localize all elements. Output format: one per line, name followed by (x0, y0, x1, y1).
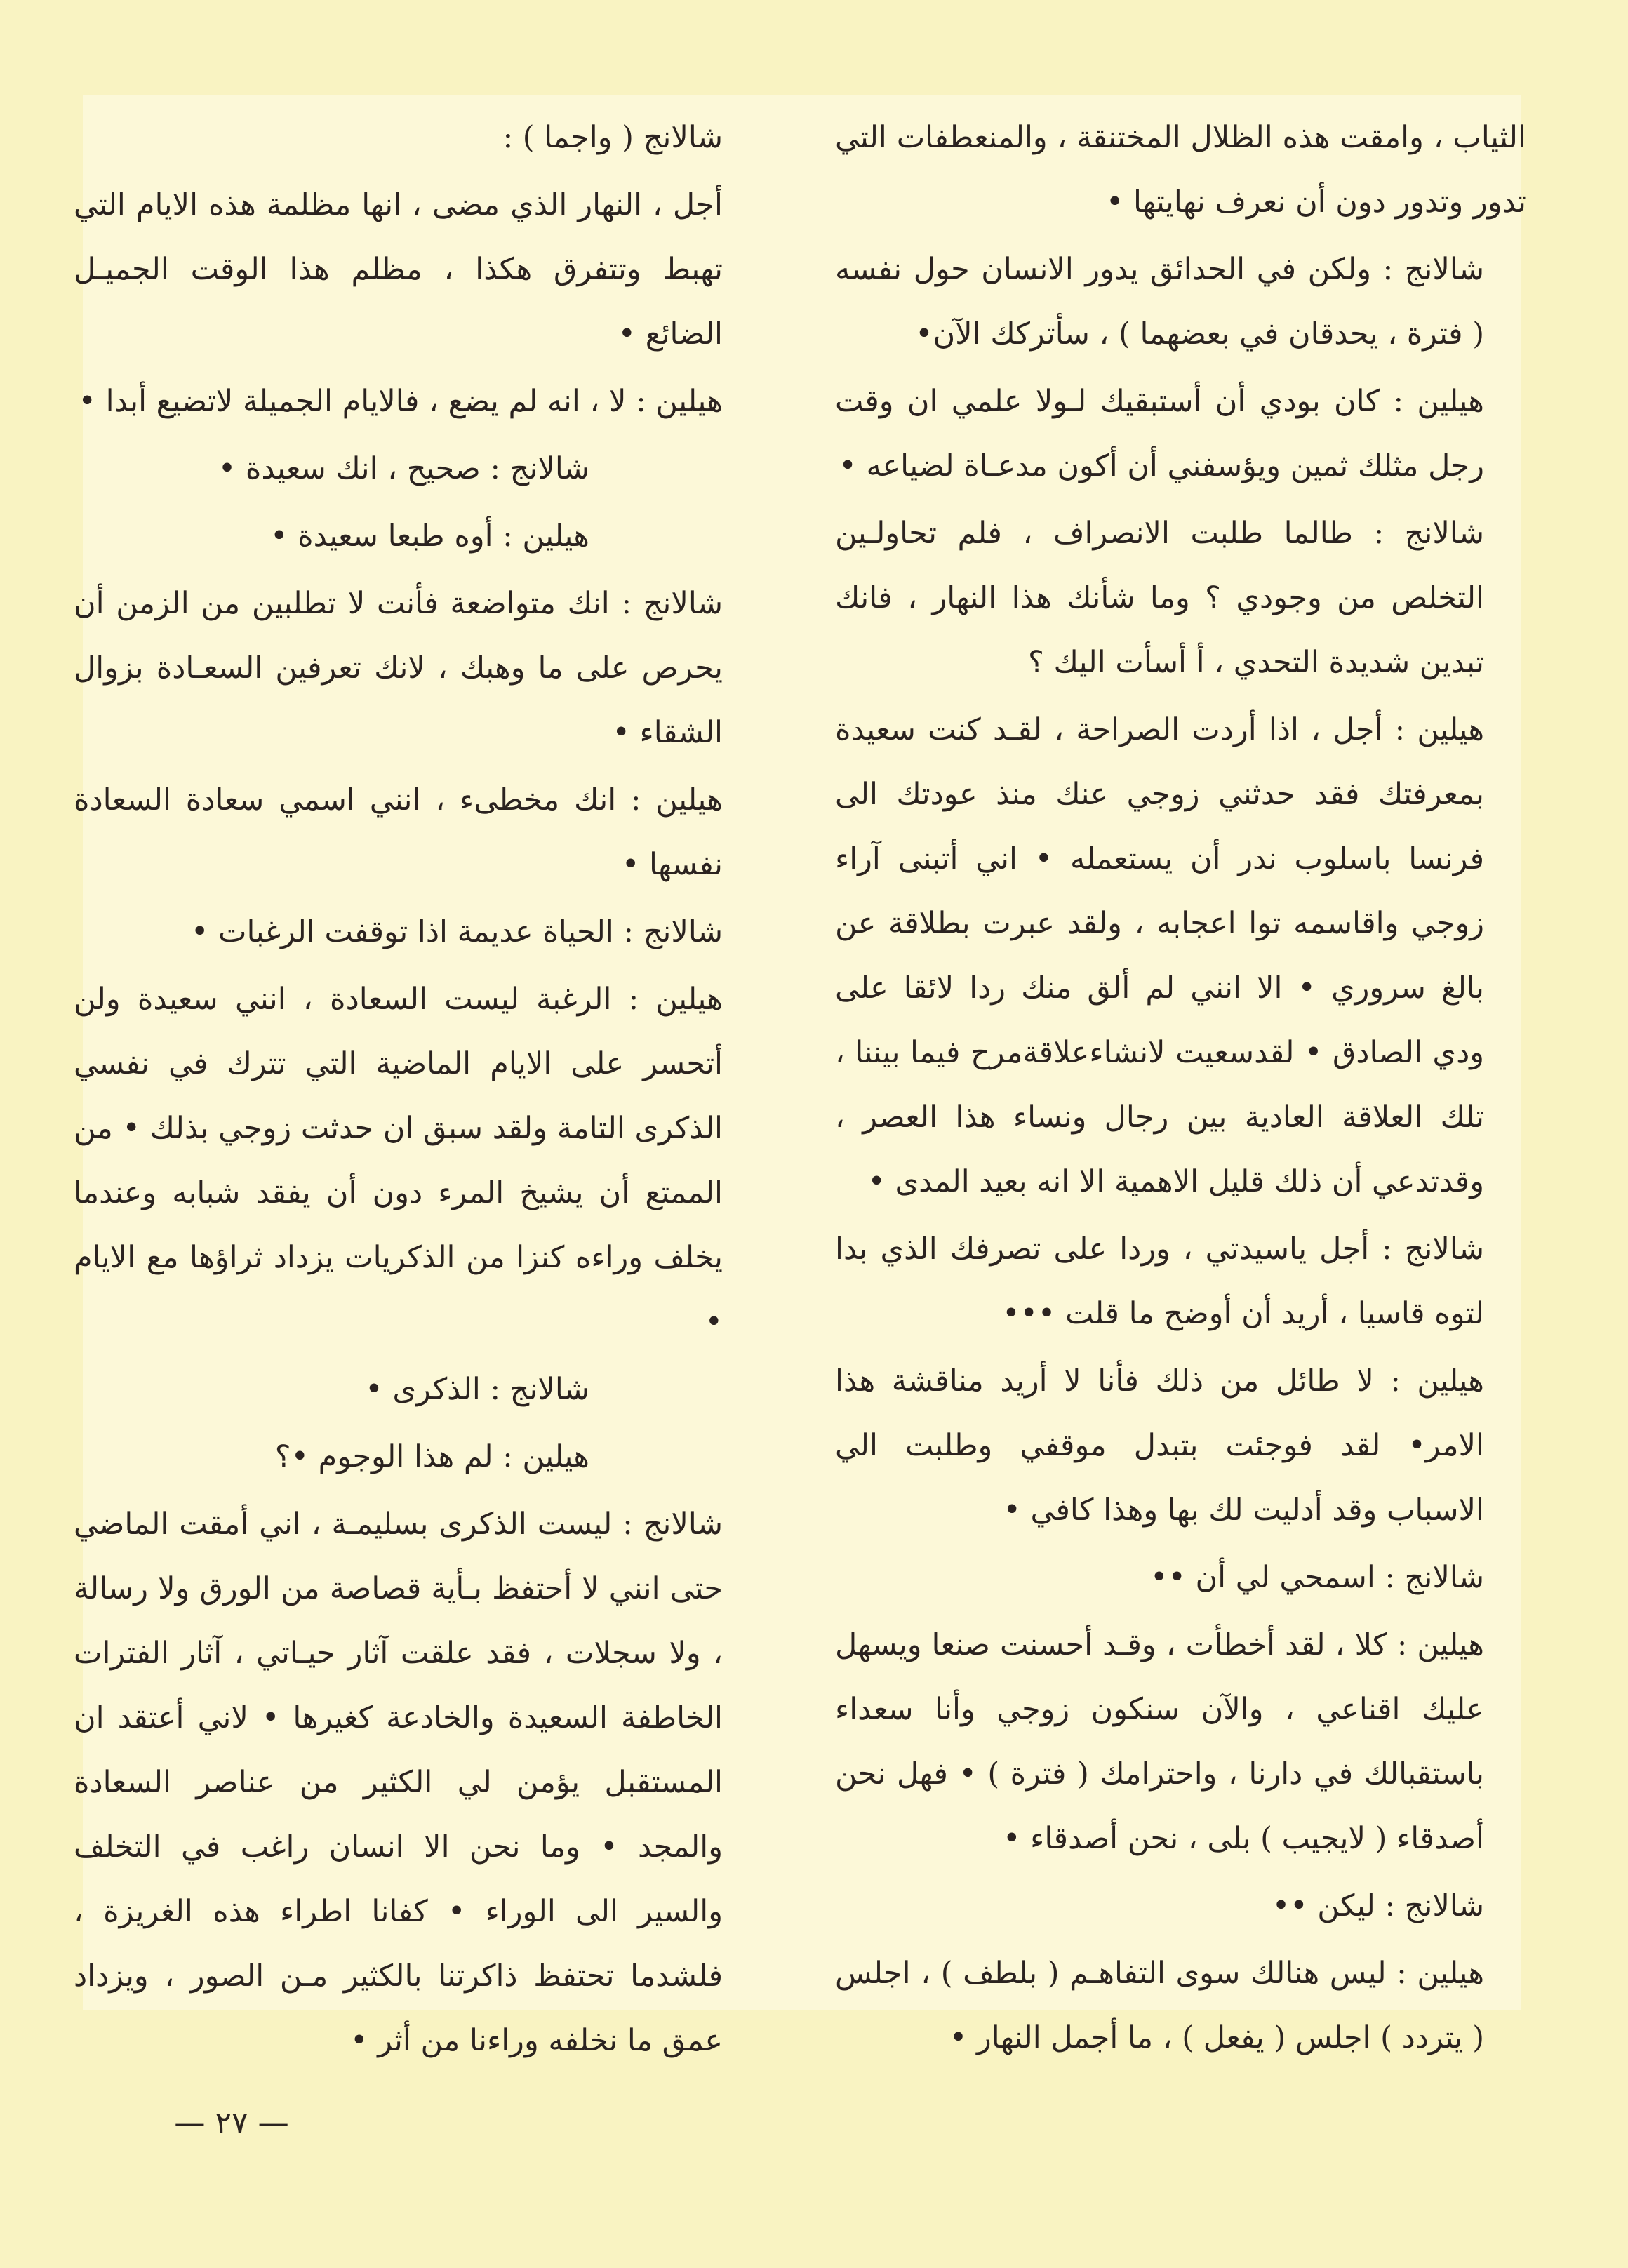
right-paragraph: الثياب ، وامقت هذه الظلال المختنقة ، والمنعطفات التي تدور وتدور دون أن نعرف نهايتها • (835, 120, 1526, 220)
right-paragraph: شالانج : أجل ياسيدتي ، وردا على تصرفك الذي بدا لتوه قاسيا ، أريد أن أوضح ما قلت ••• (835, 1232, 1484, 1331)
left-paragraph: شالانج : الذكرى • (365, 1372, 589, 1407)
left-paragraph: شالانج : صحيح ، انك سعيدة • (218, 451, 589, 486)
page-number: — ٢٧ — (174, 2105, 289, 2141)
left-paragraph: شالانج : الحياة عديمة اذا توقفت الرغبات • (190, 914, 723, 949)
right-paragraph: هيلين : أجل ، اذا أردت الصراحة ، لقـد كنت سعيدة بمعرفتك فقد حدثني زوجي عنك منذ عودتك الى فرنسا باسلوب ندر أن يستعمله • اني أتبنى آراء زوجي واقاسمه توا اعجابه ، ولقد عبرت بطلاقة عن بالغ سروري • الا انني لم ألق منك ردا لائقا على ودي الصادق • لقدسعيت لانشاءعلاقةمرح فيما بيننا ، تلك العلاقة العادية بين رجال ونساء هذا العصر ، وقدتدعي أن ذلك قليل الاهمية الا انه بعيد المدى • (835, 712, 1484, 1199)
right-paragraph: شالانج : ولكن في الحدائق يدور الانسان حول نفسه ( فترة ، يحدقان في بعضهما ) ، سأتركك الآن• (835, 252, 1484, 352)
right-paragraph: هيلين : لا طائل من ذلك فأنا لا أريد مناقشة هذا الامر• لقد فوجئت بتبدل موقفي وطلبت الي الاسباب وقد أدليت لك بها وهذا كافي • (835, 1363, 1484, 1528)
right-text-column (835, 105, 1526, 2073)
right-paragraph: هيلين : كلا ، لقد أخطأت ، وقـد أحسنت صنعا ويسهل عليك اقناعي ، والآن سنكون زوجي وأنا سعداء باستقبالك في دارنا ، واحترامك ( فترة ) • فهل نحن أصدقاء ( لايجيب ) بلى ، نحن أصدقاء • (835, 1627, 1484, 1856)
right-paragraph: هيلين : ليس هنالك سوى التفاهـم ( بلطف ) ، اجلس ( يتردد ) اجلس ( يفعل ) ، ما أجمل النهار • (835, 1956, 1484, 2055)
left-paragraph: شالانج : ليست الذكرى بسليمـة ، اني أمقت الماضي حتى انني لا أحتفظ بـأية قصاصة من الورق ولا رسالة ، ولا سجلات ، فقد علقت آثار حيـاتي ، آثار الفترات الخاطفة السعيدة والخادعة كغيرها • لاني أعتقد ان المستقبل يؤمن لي الكثير من عناصر السعادة والمجد • وما نحن الا انسان راغب في التخلف والسير الى الوراء • كفانا اطراء هذه الغريزة ، فلشدما تحتفظ ذاكرتنا بالكثير مـن الصور ، ويزداد عمق ما نخلفه وراءنا من أثر • (74, 1507, 723, 2058)
right-paragraph: هيلين : كان بودي أن أستبقيك لـولا علمي ان وقت رجل مثلك ثمين ويؤسفني أن أكون مدعـاة لضياعه • (835, 384, 1484, 483)
left-paragraph: شالانج ( واجما ) : (502, 120, 723, 155)
left-paragraph: هيلين : أوه طبعا سعيدة • (270, 519, 589, 554)
left-text-column (74, 105, 765, 2076)
left-paragraph: هيلين : لم هذا الوجوم •؟ (274, 1439, 589, 1474)
left-paragraph: هيلين : لا ، انه لم يضع ، فالايام الجميلة لاتضيع أبدا • (78, 384, 723, 419)
left-paragraph: شالانج : انك متواضعة فأنت لا تطلبين من الزمن أن يحرص على ما وهبك ، لانك تعرفين السعـادة بزوال الشقاء • (74, 586, 723, 750)
right-paragraph: شالانج : ليكن •• (1272, 1888, 1484, 1923)
left-paragraph: هيلين : انك مخطىء ، انني اسمي سعادة السعادة نفسها • (74, 782, 723, 882)
right-paragraph: شالانج : اسمحي لي أن •• (1150, 1560, 1484, 1595)
left-paragraph: أجل ، النهار الذي مضى ، انها مظلمة هذه الايام التي تهبط وتتفرق هكذا ، مظلم هذا الوقت الجميـل الضائع • (74, 187, 723, 352)
right-paragraph: شالانج : طالما طلبت الانصراف ، فلم تحاولـين التخلص من وجودي ؟ وما شأنك هذا النهار ، فانك تبدين شديدة التحدي ، أ أسأت اليك ؟ (835, 516, 1484, 680)
left-paragraph: هيلين : الرغبة ليست السعادة ، انني سعيدة ولن أتحسر على الايام الماضية التي تترك في نفسي الذكرى التامة ولقد سبق ان حدثت زوجي بذلك • من الممتع أن يشيخ المرء دون أن يفقد شبابه وعندما يخلف وراءه كنزا من الذكريات يزداد ثراؤها مع الايام • (74, 982, 723, 1340)
